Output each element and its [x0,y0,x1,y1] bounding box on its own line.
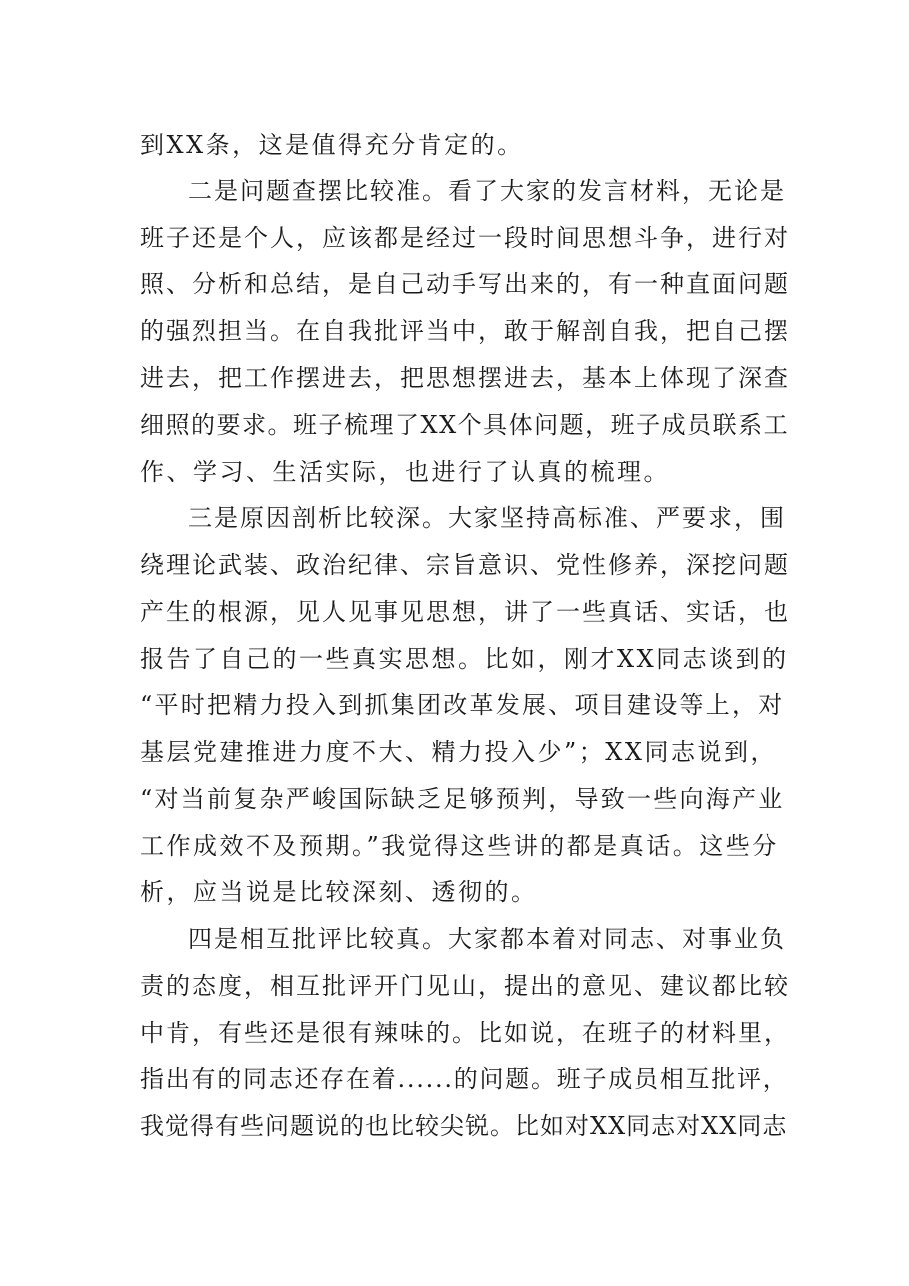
text-line: 我觉得有些问题说的也比较尖锐。比如对XX同志对XX同志 [140,1112,788,1140]
paragraph-start-line: 三是原因剖析比较深。大家坚持高标准、严要求，围 [188,504,786,532]
text-line: 绕理论武装、政治纪律、宗旨意识、党性修养，深挖问题 [140,551,790,579]
text-line: 析，应当说是比较深刻、透彻的。 [140,878,538,906]
text-line: 产生的根源，见人见事见思想，讲了一些真话、实话，也 [140,598,790,626]
text-line: 进去，把工作摆进去，把思想摆进去，基本上体现了深查 [140,364,790,392]
text-line: 工作成效不及预期。”我觉得这些讲的都是真话。这些分 [140,832,779,860]
paragraph-start-line: 四是相互批评比较真。大家都本着对同志、对事业负 [188,925,786,953]
text-line: 照、分析和总结，是自己动手写出来的，有一种直面问题 [140,270,790,298]
text-line: 班子还是个人，应该都是经过一段时间思想斗争，进行对 [140,224,790,252]
text-line: 中肯，有些还是很有辣味的。比如说，在班子的材料里， [140,1019,790,1047]
text-line: 作、学习、生活实际，也进行了认真的梳理。 [140,458,670,486]
paragraph-start-line: 二是问题查摆比较准。看了大家的发言材料，无论是 [188,177,786,205]
text-line: 基层党建推进力度不大、精力投入少”；XX同志说到， [140,738,777,766]
text-line: 责的态度，相互批评开门见山，提出的意见、建议都比较 [140,972,790,1000]
text-line: “对当前复杂严峻国际缺乏足够预判，导致一些向海产业 [140,785,785,813]
text-line: “平时把精力投入到抓集团改革发展、项目建设等上，对 [140,691,785,719]
text-line: 到XX条，这是值得充分肯定的。 [140,131,524,159]
text-line: 细照的要求。班子梳理了XX个具体问题，班子成员联系工 [140,411,790,439]
text-line: 指出有的同志还存在着......的问题。班子成员相互批评， [140,1065,789,1093]
text-line: 的强烈担当。在自我批评当中，敢于解剖自我，把自己摆 [140,317,790,345]
text-line: 报告了自己的一些真实思想。比如，刚才XX同志谈到的 [140,645,789,673]
